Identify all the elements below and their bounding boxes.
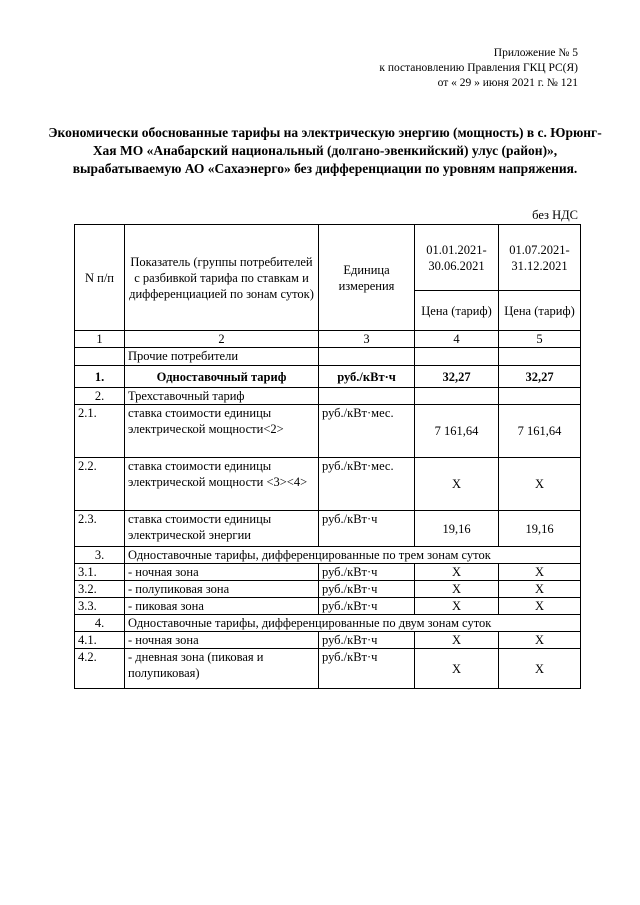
- table-row: 3.3. - пиковая зона руб./кВт·ч X X: [75, 598, 581, 615]
- col-num: 1: [75, 331, 125, 348]
- table-row: 3.1. - ночная зона руб./кВт·ч X X: [75, 564, 581, 581]
- col-num: 2: [125, 331, 319, 348]
- table-row: 3.2. - полупиковая зона руб./кВт·ч X X: [75, 581, 581, 598]
- col-num: 3: [319, 331, 415, 348]
- table-row: 4.1. - ночная зона руб./кВт·ч X X: [75, 632, 581, 649]
- header-n: N п/п: [75, 225, 125, 331]
- vat-note: без НДС: [532, 208, 578, 222]
- header-price-1: Цена (тариф): [415, 291, 499, 331]
- table-row: 2. Трехставочный тариф: [75, 388, 581, 405]
- document-title: Экономически обоснованные тарифы на электрическую энергию (мощность) в с. Юрюнг-Хая МО «Анабарский национальный (долгано-эвенкийский) улус (район)», вырабатываемую АО «Сахаэнерго» без дифференциации по уровням напряжения.: [48, 125, 602, 176]
- table-row: 4.2. - дневная зона (пиковая и полупиковая) руб./кВт·ч X X: [75, 649, 581, 689]
- group-label: Прочие потребители: [125, 348, 319, 366]
- header-unit: Единица измерения: [319, 225, 415, 331]
- resolution-date: от « 29 » июня 2021 г. № 121: [437, 77, 578, 89]
- table-row: [75, 348, 581, 366]
- table-row: 2.3. ставка стоимости единицы электрической энергии руб./кВт·ч 19,16 19,16: [75, 511, 581, 547]
- header-indicator: Показатель (группы потребителей с разбивкой тарифа по ставкам и дифференциацией по зонам суток): [125, 225, 319, 331]
- table-row: 2.2. ставка стоимости единицы электрической мощности <3><4> руб./кВт·мес. X X: [75, 458, 581, 511]
- header-period-2: 01.07.2021-31.12.2021: [499, 225, 581, 291]
- column-number-row: [75, 331, 581, 348]
- resolution-reference: к постановлению Правления ГКЦ РС(Я): [379, 62, 578, 74]
- table-row: 3. Одноставочные тарифы, дифференцированные по трем зонам суток: [75, 547, 581, 564]
- header-period-1: 01.01.2021-30.06.2021: [415, 225, 499, 291]
- tariff-table: [74, 224, 581, 689]
- col-num: 4: [415, 331, 499, 348]
- appendix-header: [379, 46, 578, 91]
- table-row: 4. Одноставочные тарифы, дифференцированные по двум зонам суток: [75, 615, 581, 632]
- appendix-number: Приложение № 5: [493, 47, 578, 59]
- table-header-row: [75, 225, 581, 291]
- table-row: 2.1. ставка стоимости единицы электрической мощности<2> руб./кВт·мес. 7 161,64 7 161,64: [75, 405, 581, 458]
- table-row: 1. Одноставочный тариф руб./кВт·ч 32,27 32,27: [75, 366, 581, 388]
- col-num: 5: [499, 331, 581, 348]
- header-price-2: Цена (тариф): [499, 291, 581, 331]
